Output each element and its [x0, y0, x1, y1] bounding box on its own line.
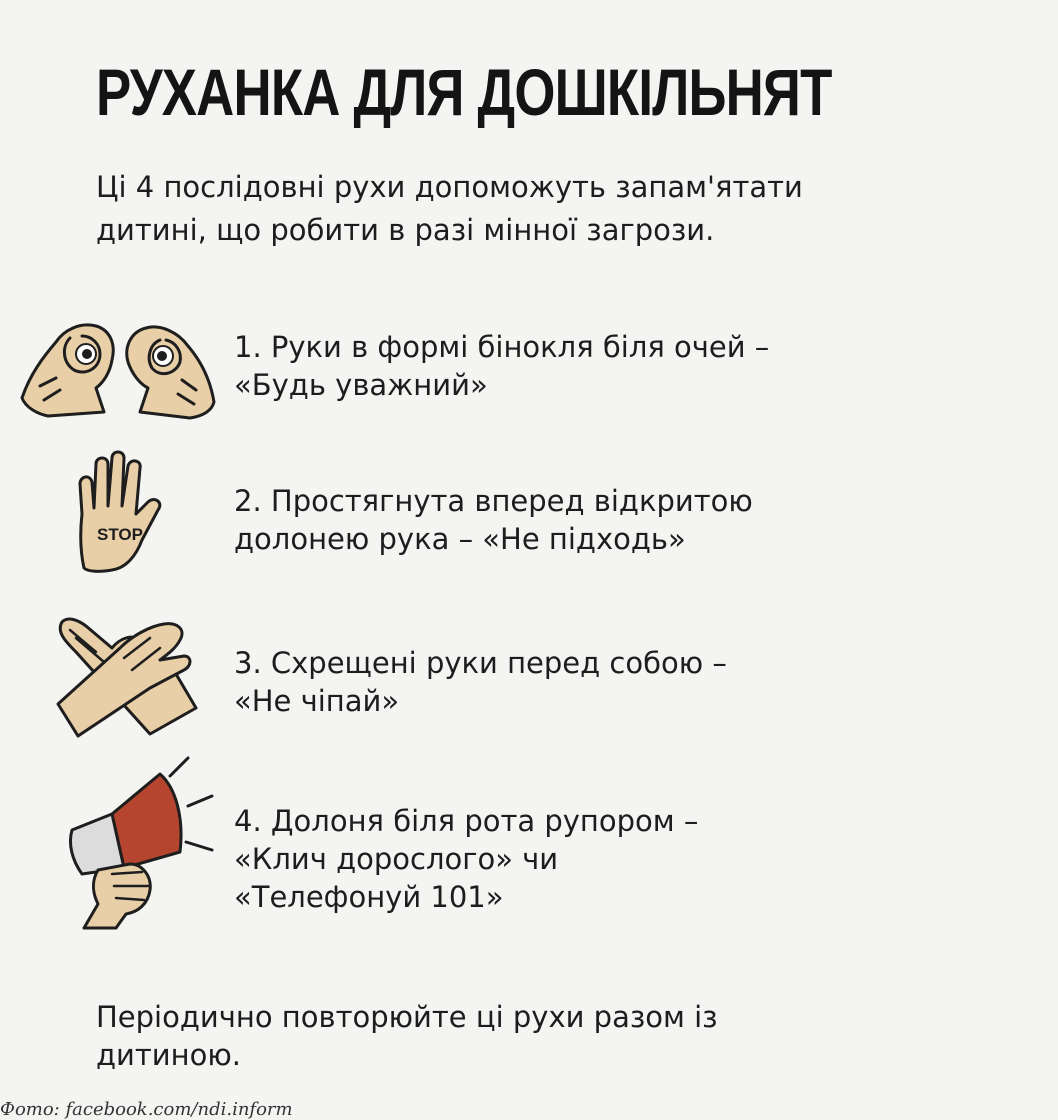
step-1-line-1: 1. Руки в формі бінокля біля очей – — [234, 330, 770, 364]
step-1-line-2: «Будь уважний» — [234, 368, 488, 402]
step-4-line-2: «Клич дорослого» чи — [234, 842, 559, 876]
footer-note — [96, 998, 996, 1074]
step-2-line-2: долонею рука – «Не підходь» — [234, 522, 686, 556]
step-2-text — [234, 482, 753, 558]
step-1-text — [234, 328, 769, 404]
step-2 — [0, 450, 1058, 580]
stop-hand-icon — [0, 450, 230, 580]
step-3-text — [234, 644, 727, 720]
intro-line-2: дитині, що робити в разі мінної загрози. — [96, 213, 715, 247]
step-3-line-1: 3. Схрещені руки перед собою – — [234, 646, 727, 680]
footer-line-2: дитиною. — [96, 1038, 241, 1072]
photo-caption: Фото: facebook.com/ndi.inform — [0, 1099, 293, 1120]
step-3-line-2: «Не чіпай» — [234, 684, 400, 718]
step-4-text — [234, 802, 698, 916]
intro-line-1: Ці 4 послідовні рухи допоможуть запам'ятати — [96, 170, 803, 204]
page-title: РУХАНКА ДЛЯ ДОШКІЛЬНЯТ — [96, 55, 832, 129]
step-4 — [0, 752, 1058, 937]
step-1 — [0, 316, 1058, 426]
step-4-line-1: 4. Долоня біля рота рупором – — [234, 804, 699, 838]
intro-text — [96, 166, 996, 252]
binocular-hands-icon — [0, 316, 230, 426]
crossed-hands-icon — [0, 608, 230, 738]
footer-line-1: Періодично повторюйте ці рухи разом із — [96, 1000, 718, 1034]
stop-label: STOP — [97, 525, 143, 544]
step-3 — [0, 608, 1058, 738]
megaphone-icon — [0, 752, 230, 937]
step-4-line-3: «Телефонуй 101» — [234, 880, 504, 914]
step-2-line-1: 2. Простягнута вперед відкритою — [234, 484, 753, 518]
